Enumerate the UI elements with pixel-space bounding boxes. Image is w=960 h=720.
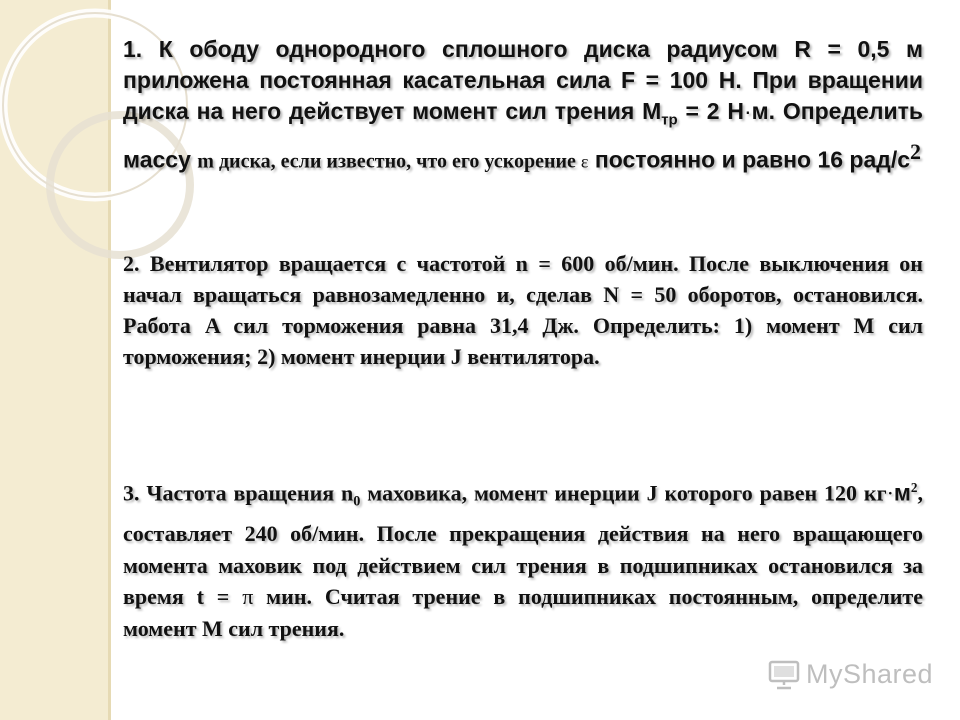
multiply-dot: ·: [886, 480, 894, 506]
multiply-dot: ·: [743, 98, 752, 124]
epsilon-symbol: ε: [580, 151, 589, 172]
problem-2-text: 2. Вентилятор вращается с частотой n = 600 об/мин. После выключения он начал вращаться равнозамедленно и, сделав N = 50 оборотов, остановился. Работа A сил торможения равна 31,4 Дж. Определить: 1) момент M сил торможения; 2) момент инерции J вентилятора.: [123, 251, 923, 369]
pi-symbol: π: [242, 584, 254, 610]
problem-1-part-b: = 2 Н: [677, 98, 744, 124]
problem-1-part-a: 1. К ободу однородного сплошного диска радиусом R = 0,5 м приложена постоянная касательная сила F = 100 Н. При вращении диска на него действует момент сил трения M: [123, 36, 923, 124]
watermark-text: MyShared: [806, 658, 934, 689]
watermark: [768, 656, 933, 692]
presentation-board-icon: [768, 658, 800, 690]
problem-1: [123, 34, 923, 177]
meter-unit: м: [893, 479, 911, 506]
meter-squared-superscript: 2: [910, 480, 918, 495]
torque-subscript: тр: [661, 111, 678, 129]
problem-3-part-c: , составляет 240 об/мин. После прекращения действия на него вращающего момента маховик под действием сил трения в подшипниках остановился за время t =: [123, 480, 924, 610]
problem-3: [123, 472, 923, 644]
problem-2: [123, 248, 923, 372]
n-zero-subscript: 0: [353, 493, 361, 510]
problem-3-part-d: мин. Считая трение в подшипниках постоянным, определите момент M сил трения.: [123, 584, 923, 641]
problem-3-part-b: маховика, момент инерции J которого равен 120 кг: [360, 480, 887, 506]
power-superscript: 2: [910, 138, 922, 164]
problem-1-part-c: м. Определить массу: [123, 98, 923, 173]
problem-1-part-d: m диска, если известно, что его ускорение: [197, 150, 581, 173]
problem-1-part-e: постоянно и равно 16 рад/с: [588, 146, 911, 173]
problem-3-part-a: 3. Частота вращения n: [123, 480, 354, 506]
